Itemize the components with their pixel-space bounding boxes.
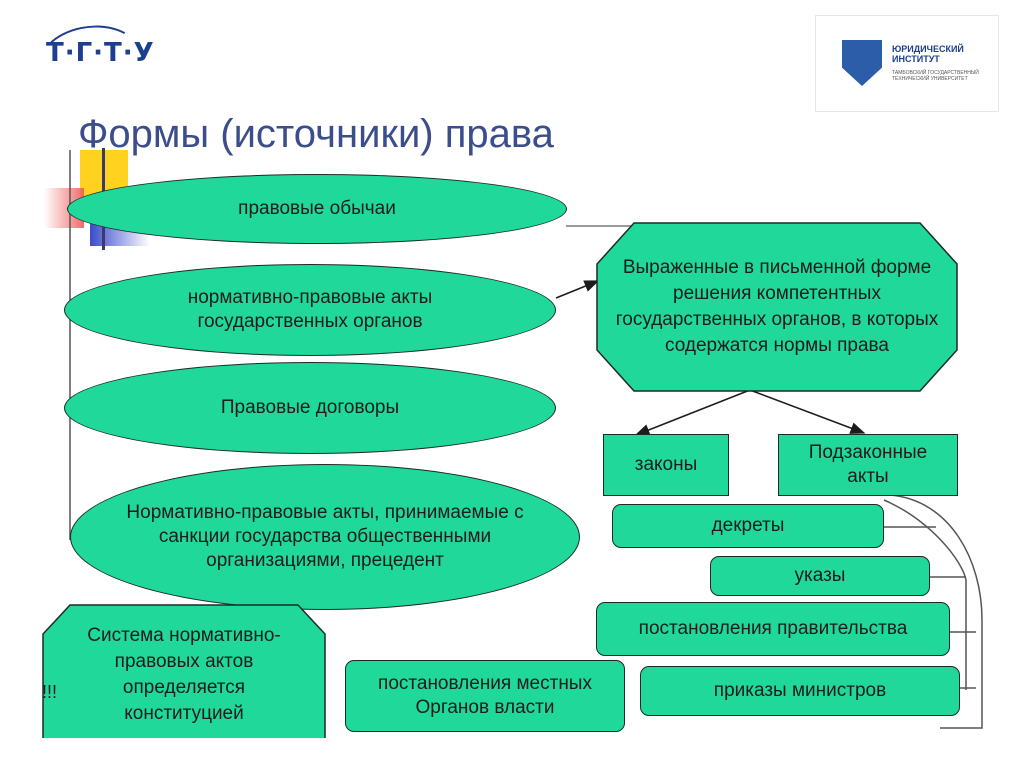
ellipse-public-org-acts-label: Нормативно-правовые акты, принимаемые с санкции государства общественными организациями, прецедент [126,502,524,571]
ellipse-state-acts [64,264,556,356]
bylaws-box [778,434,958,496]
page-title: Формы (источники) права [78,112,554,156]
bylaw-gov-resolutions [596,602,950,656]
bylaw-decrees [612,504,884,548]
bylaw-ministry-orders-label: приказы министров [713,680,887,701]
bylaw-edicts [710,556,930,596]
bylaw-local-resolutions-label: постановления местных Органов власти [378,673,592,718]
bylaw-gov-resolutions-label: постановления правительства [638,618,908,639]
definition-octagon [596,222,958,392]
ellipse-state-acts-label: нормативно-правовые акты государственных органов [187,287,433,332]
ellipse-legal-customs-label: правовые обычаи [238,198,396,219]
ellipse-legal-contracts [64,362,556,454]
laws-label: законы [634,454,698,475]
bylaw-edicts-label: указы [794,565,846,586]
bylaw-ministry-orders [640,666,960,716]
note-text: Система нормативно-правовых актов определяется конституцией [87,625,281,724]
note-marker: !!! [42,682,58,702]
note-octagon [42,604,326,738]
ellipse-public-org-acts [70,464,580,610]
laws-box [603,434,729,496]
tgtu-logo-text: Т·Г·Т·У [46,38,155,68]
institute-name: ЮРИДИЧЕСКИЙ ИНСТИТУТ [892,44,964,64]
definition-text: Выраженные в письменной форме решения компетентных государственных органов, в которых содержатся нормы права [615,257,939,356]
ellipse-legal-customs [67,174,567,244]
institute-subtitle: ТАМБОВСКИЙ ГОСУДАРСТВЕННЫЙ ТЕХНИЧЕСКИЙ УНИВЕРСИТЕТ [892,70,979,82]
ellipse-legal-contracts-label: Правовые договоры [220,397,400,418]
bylaw-local-resolutions [345,660,625,732]
bylaws-label: Подзаконные акты [808,442,928,487]
bylaw-decrees-label: декреты [711,515,785,536]
